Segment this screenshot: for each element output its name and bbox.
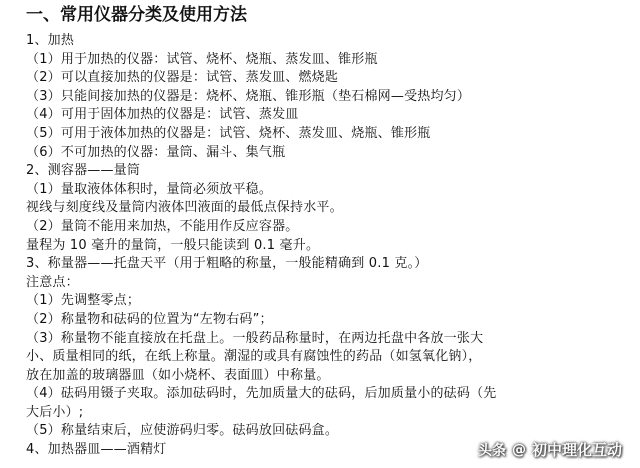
text-line: 小、质量相同的纸，在纸上称量。潮湿的或具有腐蚀性的药品（如氢氧化钠）， <box>26 349 482 365</box>
text-line: 2、测容器——量筒 <box>26 163 141 179</box>
text-line: （1）量取液体体积时，量筒必须放平稳。 <box>26 181 273 197</box>
watermark-at-sign: @ <box>511 441 526 458</box>
text-line: （3）称量物不能直接放在托盘上。一般药品称量时，在两边托盘中各放一张大 <box>26 330 484 346</box>
text-line: 量程为 10 毫升的量筒，一般只能读到 0.1 毫升。 <box>26 237 320 253</box>
text-line: （5）称量结束后，应使游码归零。砝码放回砝码盒。 <box>26 423 339 439</box>
text-line: （1）先调整零点； <box>26 293 141 309</box>
text-line: 3、称量器——托盘天平（用于粗略的称量，一般能精确到 0.1 克。） <box>26 256 428 272</box>
document-body <box>26 0 626 460</box>
text-line: 视线与刻度线及量筒内液体凹液面的最低点保持水平。 <box>26 200 343 216</box>
watermark-author: 初中理化互动 <box>531 441 622 459</box>
watermark <box>478 439 622 460</box>
text-line: （5）可用于液体加热的仪器是：试管、烧杯、蒸发皿、烧瓶、锥形瓶 <box>26 125 431 141</box>
text-line: 注意点： <box>26 274 79 290</box>
text-line: （2）量筒不能用来加热，不能用作反应容器。 <box>26 218 299 234</box>
text-line: （4）砝码用镊子夹取。添加砝码时，先加质量大的砝码，后加质量小的砝码（先 <box>26 386 497 402</box>
text-line: （3）只能间接加热的仪器是：烧杯、烧瓶、锥形瓶（垫石棉网—受热均匀） <box>26 88 471 104</box>
text-line: （4）可用于固体加热的仪器是：试管、蒸发皿 <box>26 107 299 123</box>
text-line: 放在加盖的玻璃器皿（如小烧杯、表面皿）中称量。 <box>26 367 330 383</box>
text-line: （6）不可加热的仪器：量筒、漏斗、集气瓶 <box>26 144 286 160</box>
text-line: 大后小）; <box>26 404 84 420</box>
section-title: 一、常用仪器分类及使用方法 <box>26 5 247 25</box>
text-line: 1、加热 <box>26 33 75 48</box>
text-line: （1）用于加热的仪器：试管、烧杯、烧瓶、蒸发皿、锥形瓶 <box>26 51 378 67</box>
text-line: 4、加热器皿——酒精灯 <box>26 442 167 458</box>
watermark-brand: 头条 <box>477 442 506 459</box>
text-line: （2）称量物和砝码的位置为“左物右码”； <box>26 311 273 327</box>
text-line: （2）可以直接加热的仪器是：试管、蒸发皿、燃烧匙 <box>26 70 339 86</box>
